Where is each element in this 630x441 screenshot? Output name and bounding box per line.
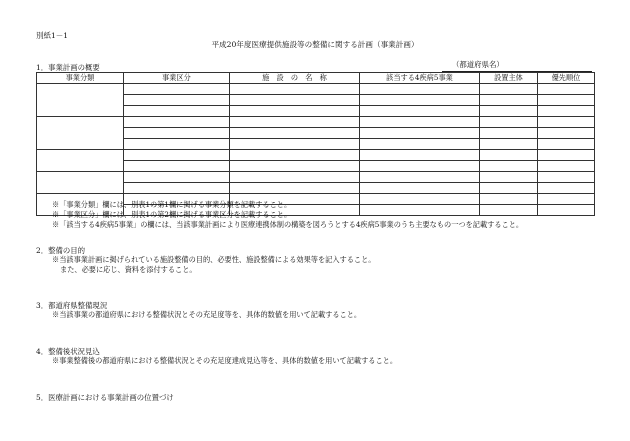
column-header-priority: 優先順位 (538, 73, 595, 84)
category-cell[interactable] (37, 172, 124, 194)
section-5-heading: 5．医療計画における事業計画の位置づけ (36, 393, 174, 402)
table-header-row (37, 73, 595, 84)
table-row (37, 84, 595, 95)
document-id: 別紙1－1 (36, 31, 69, 40)
table-row (37, 172, 595, 183)
category-cell[interactable] (37, 84, 124, 117)
table-note-1: ※「事業分類」欄には、別表1の第1欄に掲げる事業分類を記載すること。 (52, 200, 292, 209)
section-2-note: ※当該事業計画に掲げられている施設整備の目的、必要性、施設整備による効果等を記入すること。 (52, 255, 376, 264)
column-header-founder: 設置主体 (480, 73, 538, 84)
table-note-3: ※「該当する4疾病5事業」の欄には、当該事業計画により医療連携体制の構築を図ろうとする4疾病5事業のうち主要なもの一つを記載すること。 (52, 220, 524, 229)
column-header-category: 事業分類 (37, 73, 124, 84)
section-3-note: ※当該事業の都道府県における整備状況とその充足度等を、具体的数値を用いて記載すること。 (52, 310, 362, 319)
section-2-heading: 2．整備の目的 (36, 246, 86, 255)
category-cell[interactable] (37, 150, 124, 172)
table-note-2: ※「事業区分」欄には、別表1の第2欄に掲げる事業区分を記載すること。 (52, 210, 292, 219)
column-header-diseases: 該当する4疾病5事業 (360, 73, 480, 84)
section-1-heading: 1．事業計画の概要 (36, 63, 100, 72)
section-4-heading: 4．整備後状況見込 (36, 347, 100, 356)
column-header-facility-name: 施 設 の 名 称 (230, 73, 360, 84)
project-plan-table (36, 72, 595, 216)
section-3-heading: 3．都道府県整備現況 (36, 301, 108, 310)
document-title: 平成20年度医療提供施設等の整備に関する計画（事業計画） (211, 40, 419, 49)
column-header-division: 事業区分 (124, 73, 230, 84)
prefecture-name-field: （都道府県名） (442, 59, 592, 72)
section-4-note: ※事業整備後の都道府県における整備状況とその充足度達成見込等を、具体的数値を用いて記載すること。 (52, 356, 398, 365)
table-row (37, 117, 595, 128)
category-cell[interactable] (37, 117, 124, 150)
table-row (37, 150, 595, 161)
section-2-note-attachment: また、必要に応じ、資料を添付すること。 (60, 265, 197, 274)
